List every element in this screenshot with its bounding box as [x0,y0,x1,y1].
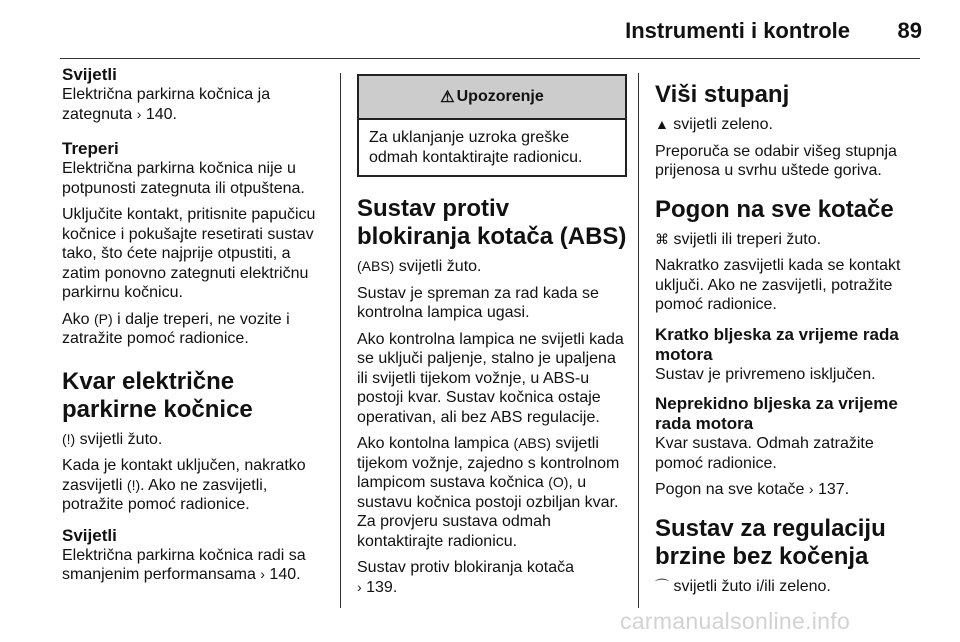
warning-header [359,76,625,120]
column-2 [357,74,627,604]
paragraph: (!) svijetli žuto. [62,430,163,448]
page-ref-arrow-icon: › [357,578,362,595]
parking-brake-fault-icon: (!) [126,476,141,493]
paragraph: ⌒ svijetli žuto i/ili zeleno. [655,577,831,595]
paragraph: ⌘ svijetli ili treperi žuto. [655,230,822,248]
section-title: Pogon na sve kotače [655,195,894,223]
warning-text: Za uklanjanje uzroka greške odmah kontaktirajte radionicu. [369,129,583,166]
paragraph: Sustav protiv blokiranja kotača › 139. [357,559,574,596]
page-ref-arrow-icon: › [136,105,142,122]
watermark: carmanualsonline.info [620,608,851,634]
coasting-icon: ⌒ [655,577,669,594]
paragraph: Električna parkirna kočnica radi sa smanjenim performansama › 140. [62,546,306,583]
warning-box [357,74,627,177]
parking-brake-fault-icon: (!) [62,430,76,447]
section-heading: Neprekidno bljeska za vrijeme rada motora [655,394,898,433]
abs-icon: (ABS) [357,258,395,274]
section-title: Viši stupanj [655,81,790,108]
paragraph: Sustav je spreman za rad kada se kontrolna lampica ugasi. [357,284,599,321]
abs-icon: (ABS) [513,435,551,451]
section-heading: Svijetli [62,65,117,84]
section-heading: Treperi [62,139,119,158]
page-number: 89 [897,18,922,43]
brake-system-icon: (O) [548,474,569,490]
all-wheel-drive-icon: ⌘ [655,230,669,247]
paragraph: ▲ svijetli zeleno. [655,116,773,133]
section-title: Kvar električne parkirne kočnice [62,367,253,423]
upshift-icon: ▲ [655,116,669,132]
paragraph: Električna parkirna kočnica ja zategnuta › 140. [62,86,271,123]
column-1 [62,65,327,592]
header-title: Instrumenti i kontrole [625,18,850,43]
parking-brake-icon: (P) [94,310,113,327]
paragraph: Kvar sustava. Odmah zatražite pomoć radionice. [655,435,874,472]
paragraph: Preporuča se odabir višeg stupnja prijenosa u svrhu uštede goriva. [655,142,897,179]
column-divider-2 [638,73,639,608]
section-heading: Kratko bljeska za vrijeme rada motora [655,324,899,364]
section-heading: Svijetli [62,525,117,545]
paragraph: Ako kontolna lampica (ABS) svijetli tijekom vožnje, zajedno s kontrolnom lampicom sustava kočnica (O), u sustavu kočnica postoji ozbiljan kvar. Za provjeru sustava odmah kontaktirajte radionicu. [357,435,620,550]
paragraph: Ako kontrolna lampica ne svijetli kada se uključi paljenje, stalno je upaljena ili svijetli tijekom vožnje, u ABS-u postoji kvar. Sustav kočnica ostaje operativan, ali bez ABS regulacije. [357,330,624,426]
paragraph: Uključite kontakt, pritisnite papučicu kočnice i pokušajte resetirati sustav tako, što ćete najprije otpustiti, a zatim ponovno zategnuti električnu parkirnu kočnicu. [62,206,316,301]
section-title: Sustav za regulaciju brzine bez kočenja [655,514,886,570]
paragraph: Električna parkirna kočnica nije u potpunosti zategnuta ili otpuštena. [62,160,305,197]
section-title: Sustav protiv blokiranja kotača (ABS) [357,195,627,250]
page-ref-arrow-icon: › [808,481,814,497]
column-divider-1 [340,73,341,608]
warning-triangle-icon: ⚠ [440,89,455,106]
page-ref-arrow-icon: › [260,566,265,582]
paragraph: (ABS) svijetli žuto. [357,258,482,275]
header-rule [60,58,920,59]
column-3 [655,65,925,603]
paragraph: Kada je kontakt uključen, nakratko zasvijetli (!). Ako ne zasvijetli, potražite pomoć radionice. [62,457,306,513]
paragraph: Ako (P) i dalje treperi, ne vozite i zatražite pomoć radionice. [62,310,290,347]
warning-title: Upozorenje [456,88,544,105]
paragraph: Pogon na sve kotače › 137. [655,481,850,498]
paragraph: Nakratko zasvijetli kada se kontakt uključi. Ako ne zasvijetli, potražite pomoć radionice. [655,257,901,313]
paragraph: Sustav je privremeno isključen. [655,365,876,383]
